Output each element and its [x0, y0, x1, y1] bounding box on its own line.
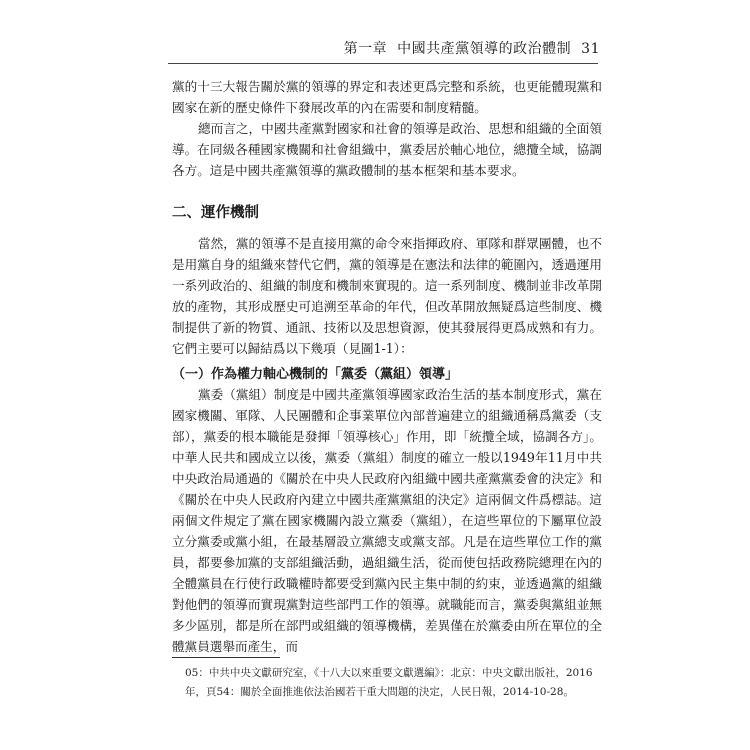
- section-paragraph-1: 當然，黨的領導不是直接用黨的命令來指揮政府、軍隊和群眾團體，也不是用黨自身的組織來替代它們，黨的領導是在憲法和法律的範圍內，透過運用一系列政治的、組織的制度和機制來實現的。這一系列制度、機制並非改革開放的產物，其形成歷史可追溯至革命的年代，但改革開放無疑爲這些制度、機制提供了新的物質、通訊、技術以及思想資源，使其發展得更爲成熟和有力。它們主要可以歸結爲以下幾項（見圖1-1）：: [172, 236, 602, 356]
- footnote: [185, 664, 595, 702]
- section-heading: 二、運作機制: [172, 205, 259, 221]
- running-head: [344, 38, 600, 58]
- section-paragraph-block: [172, 233, 602, 359]
- intro-block: [172, 76, 602, 181]
- intro-paragraph-2: 總而言之，中國共產黨對國家和社會的領導是政治、思想和組織的全面領導。在同級各種國家機關和社會組織中，黨委居於軸心地位，總攬全域，協調各方。這是中國共產黨領導的黨政體制的基本框架和基本要求。: [172, 121, 602, 178]
- footnote-line-1: 05：中共中央文獻研究室，《十八大以來重要文獻選編》：北京：中央文獻出版社，2016: [185, 667, 593, 679]
- chapter-title: 中國共產黨領導的政治體制: [397, 41, 572, 57]
- header-rule: [168, 63, 598, 64]
- subsection-paragraph-block: [172, 384, 602, 657]
- footnote-rule: [172, 657, 280, 658]
- footnote-line-2: 年，頁54：關於全面推進依法治國若干重大問題的決定，人民日報，2014-10-28。: [185, 686, 574, 698]
- subsection-paragraph-1: 黨委（黨組）制度是中國共產黨領導國家政治生活的基本制度形式，黨在國家機關、軍隊、人民團體和企事業單位內部普遍建立的組織通稱爲黨委（支部），黨委的根本職能是發揮「領導核心」作用，即「統攬全域，協調各方」。中華人民共和國成立以後，黨委（黨組）制度的確立一般以1949年11月中共中央政治局通過的《關於在中央人民政府內組織中國共產黨黨委會的決定》和《關於在中央人民政府內建立中國共產黨黨組的決定》這兩個文件爲標誌。這兩個文件規定了黨在國家機關內設立黨委（黨組），在這些單位的下屬單位設立分黨委或黨小組，在最基層設立黨總支或黨支部。凡是在這些單位工作的黨員，都要參加黨的支部組織活動，過組織生活，從而使包括政務院總理在內的全體黨員在行使行政職權時都要受到黨內民主集中制的約束，並透過黨的組織對他們的領導而實現黨對這些部門工作的領導。就職能而言，黨委與黨組並無多少區別，都是所在部門或組織的領導機構，差異僅在於黨委由所在單位的全體黨員選舉而產生，而: [172, 387, 602, 654]
- subsection-heading: （一）作為權力軸心機制的「黨委（黨組）領導」: [172, 367, 459, 382]
- chapter-label: 第一章: [343, 41, 388, 57]
- page-number: 31: [581, 41, 600, 57]
- intro-paragraph-1: 黨的十三大報告關於黨的領導的界定和表述更爲完整和系統，也更能體現黨和國家在新的歷史條件下發展改革的內在需要和制度精髓。: [172, 79, 602, 115]
